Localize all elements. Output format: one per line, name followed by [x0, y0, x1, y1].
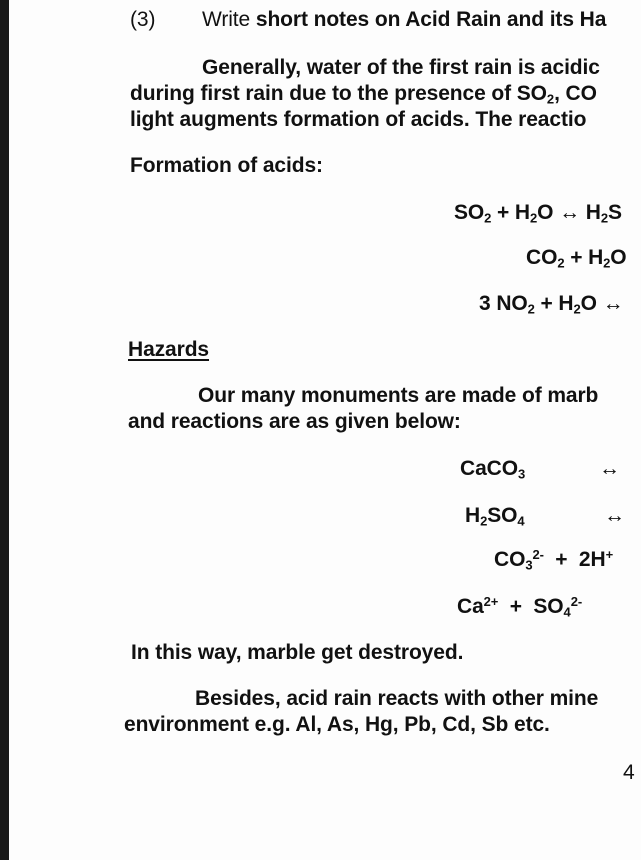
- equation-co2: $CO_2 + H_2O$: [526, 246, 627, 271]
- reaction-caco3: CaCO$_3$: [460, 457, 526, 482]
- reaction-h2so4: $H_2SO_4$: [465, 504, 525, 529]
- formation-heading: Formation of acids:: [130, 154, 323, 177]
- question-title: [202, 7, 606, 33]
- reaction-co3-ions: $CO_3^{2-} + 2H^+$: [494, 546, 614, 573]
- page-number: 4: [623, 761, 635, 784]
- reaction-caco3-arrow: ↔: [599, 457, 620, 480]
- besides-line-1: Besides, acid rain reacts with other mine: [195, 687, 599, 710]
- besides-line-2: environment e.g. Al, As, Hg, Pb, Cd, Sb etc.: [124, 713, 550, 736]
- question-number: (3): [130, 8, 156, 31]
- question-prefix: Write: [202, 8, 256, 31]
- equation-no2: 3 $NO_2 + H_2O$ ↔: [479, 292, 624, 317]
- equation-so2: $SO_2 + H_2O$ ↔ $H_2S$: [454, 201, 622, 226]
- intro-line-1: Generally, water of the first rain is acidic: [202, 56, 600, 79]
- intro-line-3: light augments formation of acids. The reactio: [130, 108, 587, 131]
- hazards-line-1: Our many monuments are made of marb: [198, 384, 599, 407]
- scan-left-edge: [0, 0, 9, 860]
- document-page: [9, 0, 641, 860]
- conclusion-line: In this way, marble get destroyed.: [131, 641, 464, 664]
- reaction-h2so4-arrow: ↔: [604, 504, 625, 527]
- hazards-line-2: and reactions are as given below:: [128, 410, 461, 433]
- intro-line-2: during first rain due to the presence of $SO_2$, CO: [130, 82, 597, 107]
- hazards-heading: Hazards: [128, 338, 210, 361]
- question-title-bold: short notes on Acid Rain and its Ha: [255, 8, 607, 31]
- reaction-ca-so4-ions: $Ca^{2+} + SO_4^{2-}$: [457, 593, 583, 620]
